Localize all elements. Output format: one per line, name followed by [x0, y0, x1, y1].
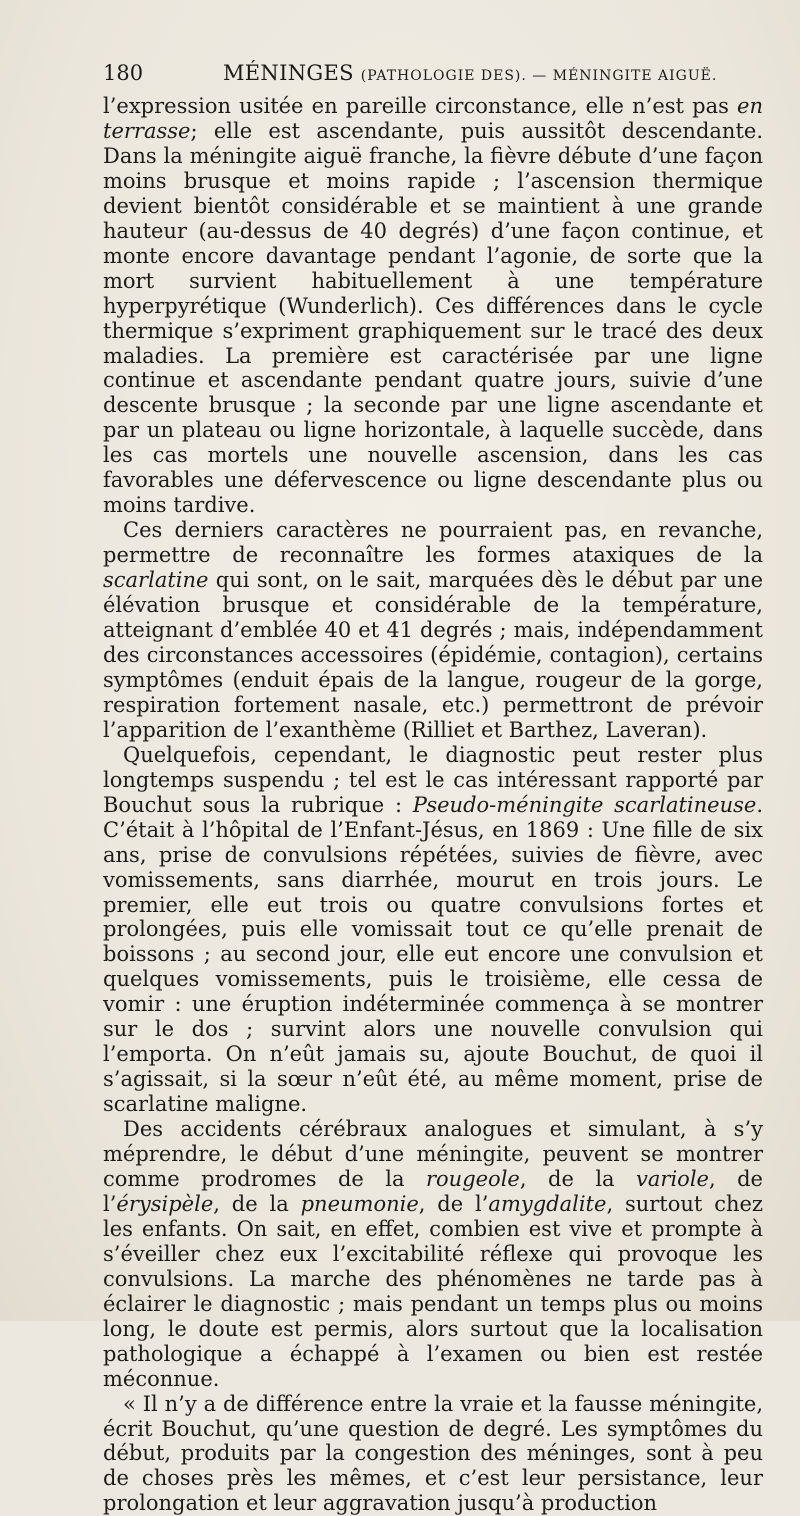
text-run: Ces derniers caractères ne pourraient pas, en revanche, permettre de reconnaître les formes ataxiques de la [103, 518, 763, 568]
italic-term: rougeole [425, 1166, 520, 1191]
running-title-main: MÉNINGES [223, 61, 354, 85]
text-run: , de la [213, 1191, 301, 1216]
text-run: ; elle est ascendante, puis aussitôt descendante. Dans la méningite aiguë franche, la fièvre débute d’une façon moins brusque et moins rapide ; l’ascension thermique devient bientôt considérable et se maintient à une grande hauteur (au-dessus de 40 degrés) d’une façon continue, et monte encore davantage pendant l’agonie, de sorte que la mort survient habituellement à une température hyperpyrétique (Wunderlich). Ces différences dans le cycle thermique s’expriment graphiquement sur le tracé des deux maladies. La première est caractérisée par une ligne continue et ascendante pendant quatre jours, suivie d’une descente brusque ; la seconde par une ligne ascendante et par un plateau ou ligne horizontale, à laquelle succède, dans les cas mortels une nouvelle ascension, dans les cas favorables une défervescence ou ligne descendante plus ou moins tardive. [103, 118, 763, 518]
italic-term: scarlatine [103, 568, 209, 593]
paragraph [103, 743, 763, 1117]
running-header [103, 58, 763, 88]
italic-term: variole [636, 1166, 709, 1191]
running-title-subtitle: (PATHOLOGIE DES). — MÉNINGITE AIGUË. [360, 68, 718, 84]
italic-term: Pseudo-méningite scarlatineuse [412, 792, 757, 817]
page-number: 180 [103, 61, 144, 85]
text-run: Des accidents cérébraux analogues et simulant, à s’y méprendre, le début d’une méningite, peuvent se montrer comme prodromes de la [103, 1117, 763, 1191]
paragraph [103, 94, 763, 518]
text-run: , surtout chez les enfants. On sait, en effet, combien est vive et prompte à s’éveiller chez eux l’excitabilité réflexe qui provoque les convulsions. La marche des phénomènes ne tarde pas à éclairer le diagnostic ; mais pendant un temps plus ou moins long, le doute est permis, alors surtout que la localisation pathologique a échappé à l’examen ou bien est restée méconnue. [103, 1191, 763, 1391]
text-run: , de l’ [103, 1166, 763, 1216]
italic-term: en terrasse [103, 94, 763, 143]
italic-term: pneumonie [300, 1191, 419, 1216]
italic-term: érysipèle [116, 1191, 214, 1216]
text-run: , de la [519, 1166, 637, 1191]
italic-term: amygdalite [488, 1191, 607, 1216]
body-text [103, 94, 763, 1516]
paragraph [103, 1117, 763, 1391]
running-title [223, 58, 717, 91]
text-run: . C’était à l’hôpital de l’Enfant-Jésus, en 1869 : Une fille de six ans, prise de convulsions répétées, suivies de fièvre, avec vomissements, sans diarrhée, mourut en trois jours. Le premier, elle eut trois ou quatre convulsions fortes et prolongées, puis elle vomissait tout ce qu’elle prenait de boissons ; au second jour, elle eut encore une convulsion et quelques vomissements, puis le troisième, elle cessa de vomir : une éruption indéterminée commença à se montrer sur le dos ; survint alors une nouvelle convulsion qui l’emporta. On n’eût jamais su, ajoute Bouchut, de quoi il s’agissait, si la sœur n’eût été, au même moment, prise de scarlatine maligne. [103, 792, 763, 1117]
text-run: qui sont, on le sait, marquées dès le début par une élévation brusque et considérable de la température, atteignant d’emblée 40 et 41 degrés ; mais, indépendamment des circonstances accessoires (épidémie, contagion), certains symptômes (enduit épais de la langue, rougeur de la gorge, respiration fortement nasale, etc.) permettront de prévoir l’apparition de l’exanthème (Rilliet et Barthez, Laveran). [103, 568, 763, 742]
text-run: , de l’ [418, 1191, 489, 1216]
text-run: Quelquefois, cependant, le diagnostic peut rester plus longtemps suspendu ; tel est le cas intéressant rapporté par Bouchut sous la rubrique : [103, 742, 763, 817]
text-run: l’expression usitée en pareille circonstance, elle n’est pas [103, 94, 738, 118]
paragraph [103, 1392, 763, 1516]
text-run: « Il n’y a de différence entre la vraie et la fausse méningite, écrit Bouchut, qu’une question de degré. Les symptômes du début, produits par la congestion des méninges, sont à peu de choses près les mêmes, et c’est leur persistance, leur prolongation et leur aggravation jusqu’à production [103, 1391, 763, 1516]
paragraph [103, 518, 763, 743]
